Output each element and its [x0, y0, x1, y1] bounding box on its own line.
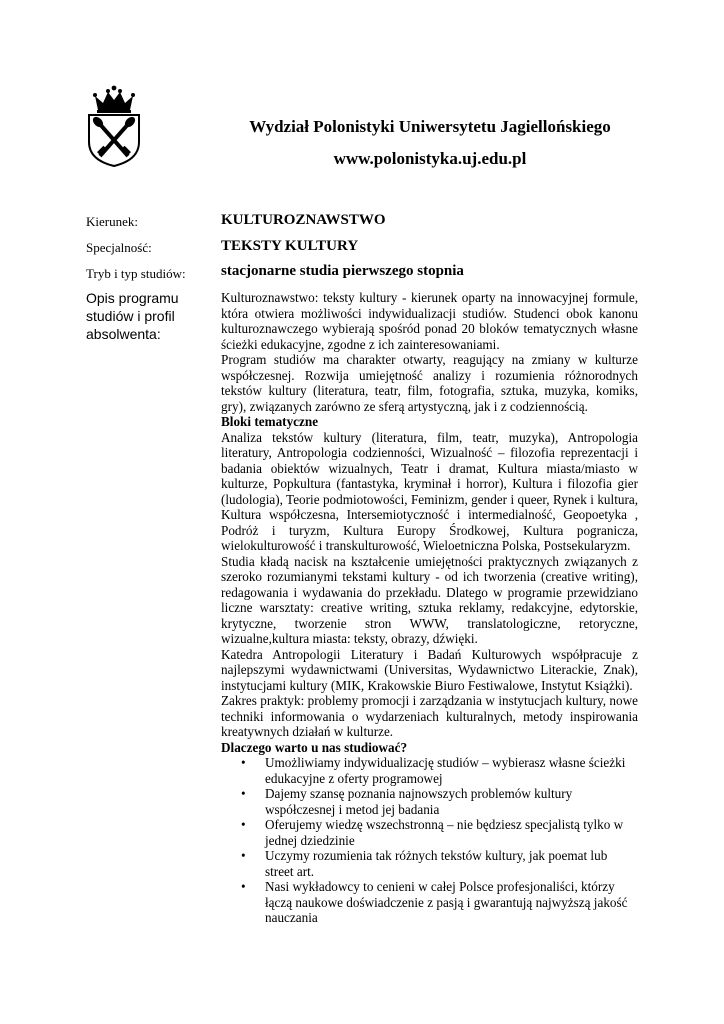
- bullet-icon: •: [241, 848, 246, 863]
- faculty-title: Wydział Polonistyki Uniwersytetu Jagiellońskiego: [249, 117, 611, 136]
- paragraph-blocks: Analiza tekstów kultury (literatura, film, teatr, muzyka), Antropologia literatury, Antropologia codzienności, Wizualność – filozofia reprezentacji i badania obiektów wizualnych, Teatr i dramat, Kultura miasta/miasto w kulturze, Popkultura (fantastyka, kryminał i horror), Kultura i filozofia gier (ludologia), Teorie podmiotowości, Feminizm, gender i queer, Rynek i kultura, Kultura współczesna, Intersemiotyczność i intermedialność, Geopoetyka , Podróż i turyzm, Kultura Europy Środkowej, Kultura pogranicza, wielokulturowość i transkulturowość, Wieloetniczna Polska, Postsekularyzm.: [221, 429, 638, 553]
- paragraph-intro: Kulturoznawstwo: teksty kultury - kierunek oparty na innowacyjnej formule, która otwiera możliwości indywidualizacji studiów. Studenci obok kanonu kulturoznawczego wybierają spośród ponad 20 bloków tematycznych własne ścieżki edukacyjne, zgodne z ich zainteresowaniami.: [221, 290, 638, 352]
- list-item: • Nasi wykładowcy to cenieni w całej Polsce profesjonaliści, którzy łączą naukowe doświadczenie z pasją i gwarantują najwyższą jakość nauczania: [241, 879, 628, 925]
- paragraph-internships: Zakres praktyk: problemy promocji i zarządzania w instytucjach kultury, nowe techniki informowania o wydarzeniach kulturalnych, metody inspirowania kreatywnych działań w kulturze.: [221, 693, 638, 739]
- reasons-list: [221, 755, 638, 926]
- kierunek-value: KULTUROZNAWSTWO: [221, 212, 386, 228]
- paragraph-program: Program studiów ma charakter otwarty, reagujący na zmiany w kulturze współczesnej. Rozwija umiejętność analizy i rozumienia różnorodnych tekstów kultury (literatura, teatr, film, fotografia, sztuka, muzyka, komiks, gry), związanych zarówno ze sferą artystyczną, jak i z codziennością.: [221, 352, 638, 414]
- list-item: • Umożliwiamy indywidualizację studiów – wybierasz własne ścieżki edukacyjne z oferty programowej: [241, 755, 626, 786]
- heading-why-study: Dlaczego warto u nas studiować?: [221, 739, 408, 755]
- tryb-value: stacjonarne studia pierwszego stopnia: [221, 263, 464, 279]
- program-description: [221, 290, 638, 926]
- specjalnosc-label: Specjalność:: [86, 240, 152, 255]
- list-item: • Oferujemy wiedzę wszechstronną – nie będziesz specjalistą tylko w jednej dziedzinie: [241, 817, 624, 848]
- list-item: • Dajemy szansę poznania najnowszych problemów kultury współczesnej i metod jej badania: [241, 786, 573, 817]
- heading-thematic-blocks: Bloki tematyczne: [221, 414, 319, 429]
- paragraph-cooperation: Katedra Antropologii Literatury i Badań Kulturowych współpracuje z najlepszymi wydawnictwami (Universitas, Wydawnictwo Literackie, Znak), instytucjami kultury (MIK, Krakowskie Biuro Festiwalowe, Instytut Książki).: [221, 646, 638, 693]
- bullet-icon: •: [241, 879, 246, 894]
- paragraph-practical-skills: Studia kładą nacisk na kształcenie umiejętności praktycznych związanych z szeroko rozumianymi tekstami kultury - od ich tworzenia (creative writing), redagowania i wydawania do przekładu. Dlatego w programie przewidziano liczne warsztaty: creative writing, sztuka reklamy, redakcyjne, edytorskie, krytyczne, tworzenie stron WWW, translatologiczne, retoryczne, wizualne,kultura miasta: teksty, obrazy, dźwięki.: [221, 553, 638, 646]
- section-label: Opis programu studiów i profil absolwenta:: [86, 290, 179, 342]
- tryb-label: Tryb i typ studiów:: [86, 266, 186, 281]
- list-item: • Uczymy rozumienia tak różnych tekstów kultury, jak poemat lub street art.: [241, 848, 608, 879]
- university-crest-logo: [86, 84, 142, 168]
- bullet-icon: •: [241, 755, 246, 770]
- bullet-icon: •: [241, 817, 246, 832]
- faculty-url: www.polonistyka.uj.edu.pl: [333, 149, 527, 168]
- bullet-icon: •: [241, 786, 246, 801]
- specjalnosc-value: TEKSTY KULTURY: [221, 238, 359, 254]
- kierunek-label: Kierunek:: [86, 214, 138, 229]
